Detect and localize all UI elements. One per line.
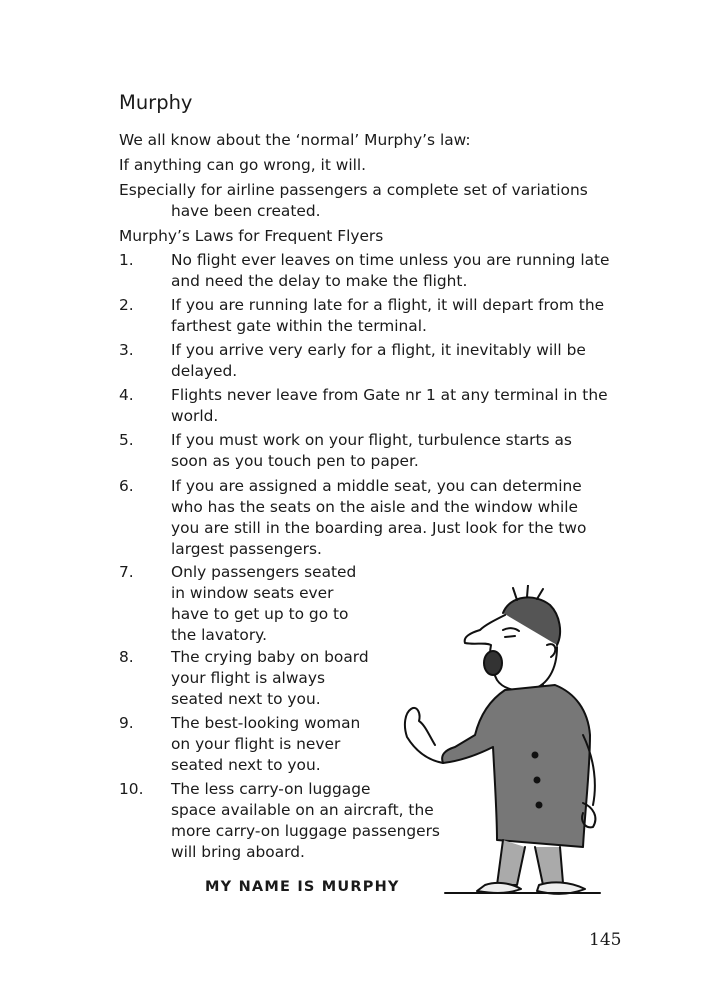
- intro-line-3: Especially for airline passengers a complete set of variations have been created.: [119, 181, 588, 220]
- law-text-line: space available on an aircraft, the: [171, 801, 434, 819]
- law-text-line: seated next to you.: [171, 756, 321, 774]
- law-text: [171, 647, 369, 710]
- law-text-line: the lavatory.: [171, 626, 267, 644]
- list-heading: Murphy’s Laws for Frequent Flyers: [119, 227, 384, 245]
- law-text: [171, 340, 586, 382]
- law-number: 4.: [119, 386, 134, 404]
- law-text-line: you are still in the boarding area. Just look for the two: [171, 519, 587, 537]
- law-text-line: If you are assigned a middle seat, you can determine: [171, 477, 582, 495]
- law-text-line: world.: [171, 407, 219, 425]
- law-number: 1.: [119, 251, 134, 269]
- law-text: [171, 562, 356, 646]
- law-text-line: Only passengers seated: [171, 563, 357, 581]
- law-number: 8.: [119, 648, 134, 666]
- law-text-line: Flights never leave from Gate nr 1 at any terminal in the: [171, 386, 608, 404]
- law-text-line: If you arrive very early for a flight, it inevitably will be: [171, 341, 586, 359]
- law-number: 9.: [119, 714, 134, 732]
- law-number: 7.: [119, 563, 134, 581]
- law-text-line: If you must work on your flight, turbulence starts as: [171, 431, 572, 449]
- law-number: 2.: [119, 296, 134, 314]
- law-text-line: No flight ever leaves on time unless you are running late: [171, 251, 610, 269]
- law-text: [171, 250, 610, 292]
- law-text-line: The less carry-on luggage: [171, 780, 371, 798]
- law-text-line: have to get up to go to: [171, 605, 349, 623]
- law-text: [171, 430, 572, 472]
- law-text-line: in window seats ever: [171, 584, 334, 602]
- law-text-line: farthest gate within the terminal.: [171, 317, 427, 335]
- law-text-line: largest passengers.: [171, 540, 322, 558]
- law-text: [171, 295, 604, 337]
- law-text-line: your flight is always: [171, 669, 325, 687]
- law-text: [171, 476, 586, 560]
- law-text-line: and need the delay to make the flight.: [171, 272, 468, 290]
- law-text-line: The best-looking woman: [171, 714, 361, 732]
- law-text-line: seated next to you.: [171, 690, 321, 708]
- law-text: [171, 713, 360, 776]
- page-number: 145: [589, 930, 622, 950]
- law-number: 3.: [119, 341, 134, 359]
- law-number: 10.: [119, 780, 144, 798]
- law-text-line: delayed.: [171, 362, 238, 380]
- law-text-line: more carry-on luggage passengers: [171, 822, 440, 840]
- law-text-line: will bring aboard.: [171, 843, 305, 861]
- law-text-line: soon as you touch pen to paper.: [171, 452, 419, 470]
- illustration-caption: MY NAME IS MURPHY: [205, 879, 400, 895]
- law-number: 5.: [119, 431, 134, 449]
- law-text: [171, 385, 608, 427]
- murphy-cartoon-illustration: [385, 585, 615, 905]
- intro-line-2: If anything can go wrong, it will.: [119, 156, 367, 174]
- law-text-line: on your flight is never: [171, 735, 341, 753]
- law-text-line: who has the seats on the aisle and the window while: [171, 498, 578, 516]
- law-text-line: If you are running late for a flight, it will depart from the: [171, 296, 605, 314]
- page-title: Murphy: [119, 91, 193, 114]
- law-number: 6.: [119, 477, 134, 495]
- intro-line-1: We all know about the ‘normal’ Murphy’s law:: [119, 131, 471, 149]
- law-text-line: The crying baby on board: [171, 648, 369, 666]
